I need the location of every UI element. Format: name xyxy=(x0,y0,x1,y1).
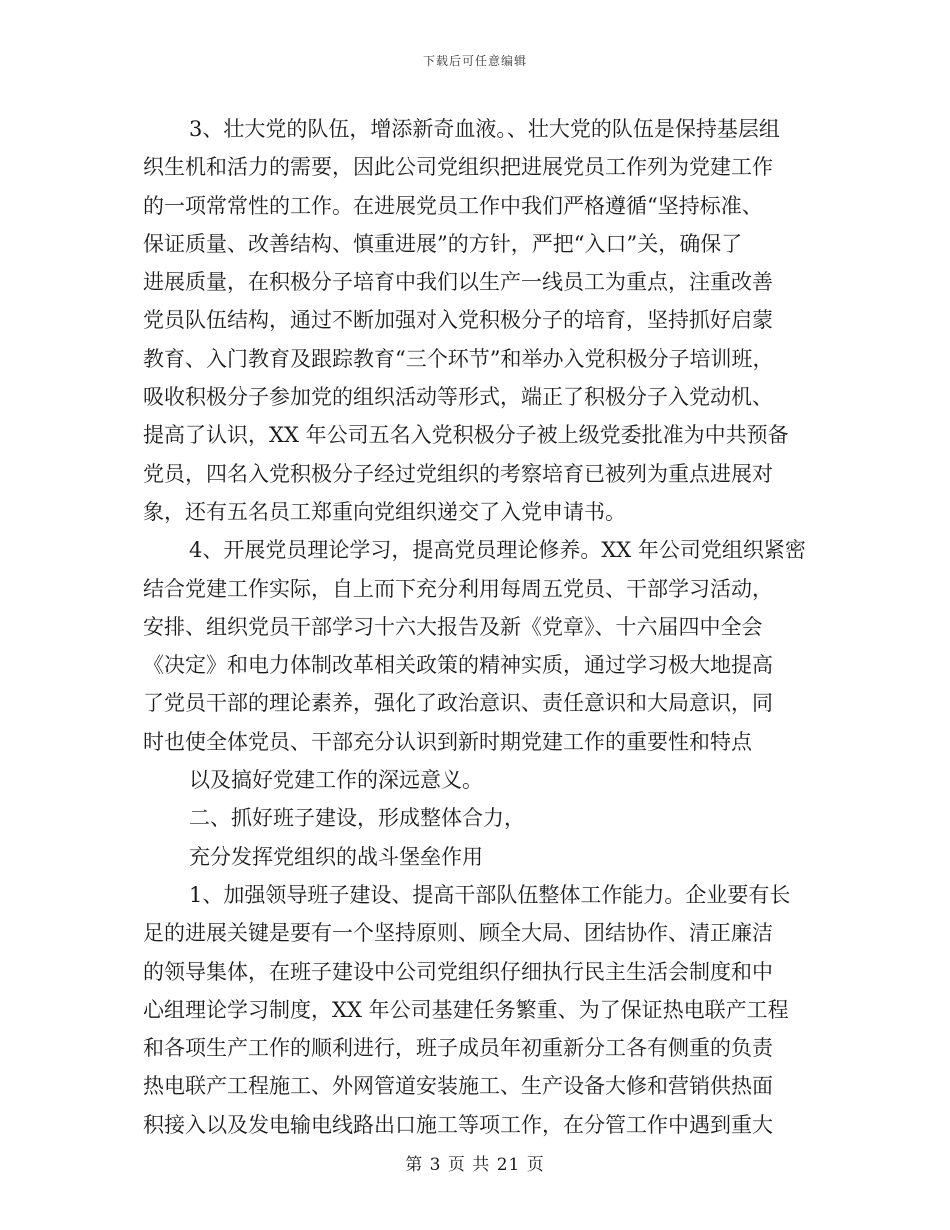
text-line: 心组理论学习制度，XX 年公司基建任务繁重、为了保证热电联产工程 xyxy=(143,997,789,1022)
page-header: 下载后可任意编辑 xyxy=(422,54,527,68)
text-line: 提高了认识，XX 年公司五名入党积极分子被上级党委批准为中共预备 xyxy=(143,423,789,448)
text-line: 二、抓好班子建设，形成整体合力， xyxy=(189,806,525,831)
text-line: 1、加强领导班子建设、提高干部队伍整体工作能力。企业要有长 xyxy=(189,882,791,907)
text-line: 象，还有五名员工郑重向党组织递交了入党申请书。 xyxy=(143,499,626,524)
text-line: 热电联产工程施工、外网管道安装施工、生产设备大修和营销供热面 xyxy=(143,1074,773,1099)
text-line: 3、壮大党的队伍，增添新奇血液。、壮大党的队伍是保持基层组 xyxy=(189,117,780,141)
text-line: 党员，四名入党积极分子经过党组织的考察培育已被列为重点进展对 xyxy=(143,461,773,486)
text-line: 教育、入门教育及跟踪教育“三个环节”和举办入党积极分子培训班， xyxy=(143,346,774,371)
document-body xyxy=(143,110,815,1144)
text-line: 党员队伍结构，通过不断加强对入党积极分子的培育，坚持抓好启蒙 xyxy=(143,308,773,333)
text-line: 进展质量，在积极分子培育中我们以生产一线员工为重点，注重改善 xyxy=(143,270,773,295)
text-line: 4、开展党员理论学习，提高党员理论修养。XX 年公司党组织紧密 xyxy=(189,538,806,563)
page-footer: 第 3 页 共 21 页 xyxy=(405,1155,545,1175)
text-line: 时也使全体党员、干部充分认识到新时期党建工作的重要性和特点 xyxy=(143,729,752,754)
text-line: 足的进展关键是要有一个坚持原则、顾全大局、团结协作、清正廉洁 xyxy=(143,921,773,946)
text-line: 的领导集体，在班子建设中公司党组织仔细执行民主生活会制度和中 xyxy=(143,959,773,984)
text-line: 保证质量、改善结构、慎重进展”的方针，严把“入口”关，确保了 xyxy=(143,231,743,256)
text-line: 以及搞好党建工作的深远意义。 xyxy=(189,768,483,793)
text-line: 了党员干部的理论素养，强化了政治意识、责任意识和大局意识，同 xyxy=(143,691,773,716)
text-line: 充分发挥党组织的战斗堡垒作用 xyxy=(189,844,483,869)
text-line: 吸收积极分子参加党的组织活动等形式，端正了积极分子入党动机、 xyxy=(143,385,773,410)
text-line: 《决定》和电力体制改革相关政策的精神实质，通过学习极大地提高 xyxy=(143,653,773,678)
text-line: 积接入以及发电输电线路出口施工等项工作，在分管工作中遇到重大 xyxy=(143,1112,773,1137)
text-line: 的一项常常性的工作。在进展党员工作中我们严格遵循“坚持标准、 xyxy=(143,193,763,218)
text-line: 织生机和活力的需要，因此公司党组织把进展党员工作列为党建工作 xyxy=(143,155,773,180)
text-line: 安排、组织党员干部学习十六大报告及新《党章》、十六届四中全会 xyxy=(143,614,763,639)
text-line: 结合党建工作实际，自上而下充分利用每周五党员、干部学习活动， xyxy=(143,576,773,601)
text-line: 和各项生产工作的顺利进行，班子成员年初重新分工各有侧重的负责 xyxy=(143,1036,773,1061)
